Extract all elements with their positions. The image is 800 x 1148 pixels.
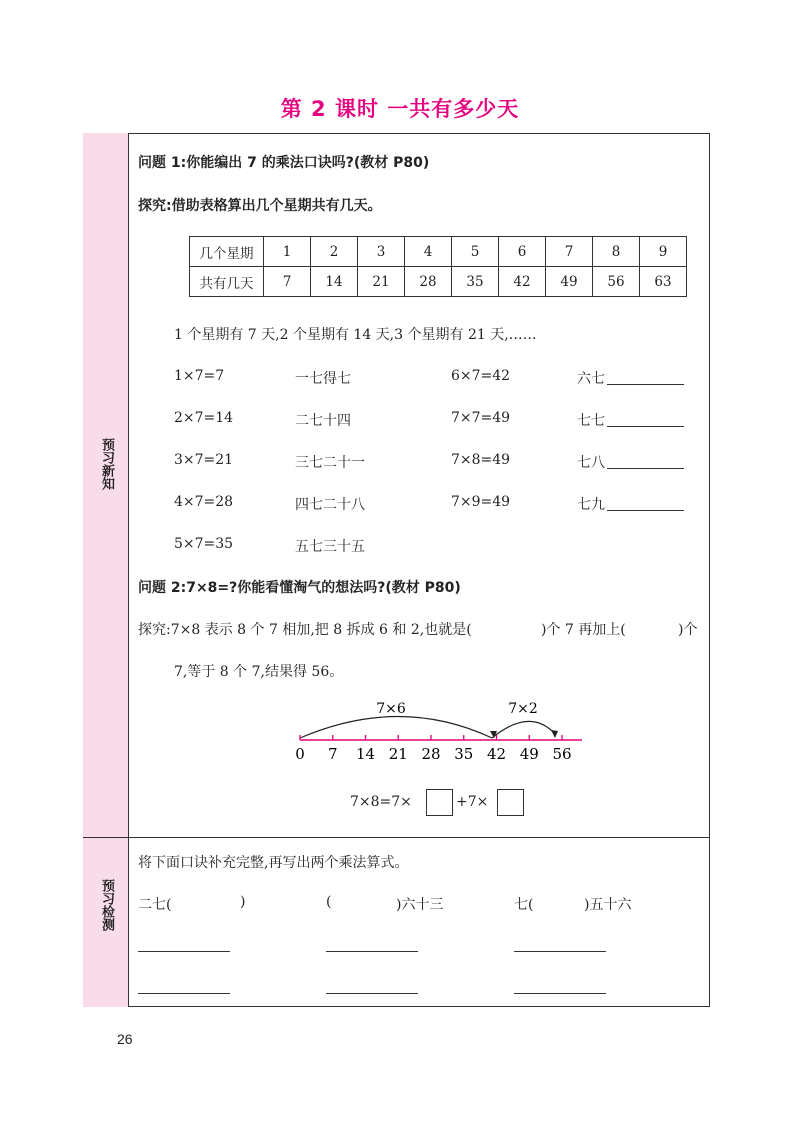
table-cell: 4 — [405, 237, 452, 267]
table-cell: 7 — [264, 267, 311, 297]
equation: 3×7=21 — [174, 452, 234, 468]
answer-blank[interactable] — [326, 951, 418, 952]
page-number: 26 — [117, 1031, 133, 1047]
number-line-tick-label: 21 — [388, 745, 408, 763]
table-cell: 9 — [640, 237, 687, 267]
rhyme: 五七三十五 — [295, 539, 365, 555]
table-cell: 28 — [405, 267, 452, 297]
problem2-title: 问题 2:7×8=?你能看懂淘气的想法吗?(教材 P80) — [138, 580, 461, 596]
rhyme: 七七 — [577, 413, 605, 429]
check-instruction: 将下面口诀补充完整,再写出两个乘法算式。 — [138, 855, 409, 871]
rhyme-item-end: )六十三 — [396, 897, 444, 913]
rhyme: 二七十四 — [295, 413, 351, 429]
rhyme: 三七二十一 — [295, 455, 365, 471]
problem2-explore-line2: 7,等于 8 个 7,结果得 56。 — [174, 664, 344, 680]
table-cell: 6 — [499, 237, 546, 267]
problem2-explore-c: )个 — [678, 622, 698, 638]
rhyme-item-start: 二七( — [138, 897, 172, 913]
table-cell: 3 — [358, 237, 405, 267]
number-line-tick-label: 56 — [552, 745, 572, 763]
arc-label: 7×2 — [508, 701, 538, 717]
number-line-tick-label: 28 — [421, 745, 441, 763]
table-cell: 21 — [358, 267, 405, 297]
lesson-title: 第 2 课时 一共有多少天 — [280, 97, 520, 121]
equation: 1×7=7 — [174, 368, 225, 384]
answer-blank[interactable] — [514, 951, 606, 952]
jump-arc — [300, 717, 492, 739]
table-header-days: 共有几天 — [190, 267, 264, 297]
table-cell: 5 — [452, 237, 499, 267]
rhyme: 六七 — [577, 371, 605, 387]
equation: 7×8=49 — [451, 452, 511, 468]
table-cell: 35 — [452, 267, 499, 297]
answer-blank[interactable] — [514, 993, 606, 994]
problem1-explore-text: 探究:借助表格算出几个星期共有几天。 — [138, 198, 382, 214]
number-line-tick-label: 7 — [327, 745, 338, 763]
number-line-tick-label: 49 — [519, 745, 539, 763]
equation: 7×9=49 — [451, 494, 511, 510]
table-cell: 8 — [593, 237, 640, 267]
rhyme: 七九 — [577, 497, 605, 513]
weeks-note: 1 个星期有 7 天,2 个星期有 14 天,3 个星期有 21 天,…… — [174, 327, 537, 343]
equation: 5×7=35 — [174, 536, 234, 552]
problem2-explore-a: 探究:7×8 表示 8 个 7 相加,把 8 拆成 6 和 2,也就是( — [138, 622, 472, 638]
rhyme: 四七二十八 — [295, 497, 365, 513]
answer-blank[interactable] — [326, 993, 418, 994]
problem2-explore-b: )个 7 再加上( — [541, 622, 626, 638]
table-cell: 49 — [546, 267, 593, 297]
check-section-label: 预习检测 — [99, 879, 114, 931]
table-cell: 63 — [640, 267, 687, 297]
rhyme-item-start: ( — [326, 894, 332, 910]
answer-blank[interactable] — [138, 951, 230, 952]
arrow-head-icon — [551, 730, 558, 738]
number-line-tick-label: 14 — [355, 745, 376, 763]
arc-label: 7×6 — [376, 701, 406, 717]
answer-blank[interactable] — [138, 993, 230, 994]
table-cell: 7 — [546, 237, 593, 267]
answer-box[interactable] — [497, 789, 524, 816]
rhyme-item-start: 七( — [514, 897, 534, 913]
number-line-tick-label: 42 — [486, 745, 507, 763]
problem1-title: 问题 1:你能编出 7 的乘法口诀吗?(教材 P80) — [138, 155, 430, 171]
equation: 4×7=28 — [174, 494, 234, 510]
rhyme: 七八 — [577, 455, 605, 471]
table-cell: 56 — [593, 267, 640, 297]
equation-mid: +7× — [456, 794, 489, 810]
table-cell: 2 — [311, 237, 358, 267]
equation-start: 7×8=7× — [350, 794, 412, 810]
answer-box[interactable] — [426, 789, 453, 816]
equation: 6×7=42 — [451, 368, 511, 384]
equation: 7×7=49 — [451, 410, 511, 426]
table-header-weeks: 几个星期 — [190, 237, 264, 267]
rhyme-item-end: ) — [240, 894, 246, 910]
rhyme-item-end: )五十六 — [584, 897, 632, 913]
jump-arc — [492, 721, 555, 738]
equation: 2×7=14 — [174, 410, 234, 426]
number-line-tick-label: 0 — [295, 745, 305, 763]
table-cell: 42 — [499, 267, 546, 297]
table-cell: 14 — [311, 267, 358, 297]
number-line-tick-label: 35 — [454, 745, 474, 763]
table-cell: 1 — [264, 237, 311, 267]
preview-section-label: 预习新知 — [99, 438, 114, 490]
rhyme: 一七得七 — [295, 371, 351, 387]
